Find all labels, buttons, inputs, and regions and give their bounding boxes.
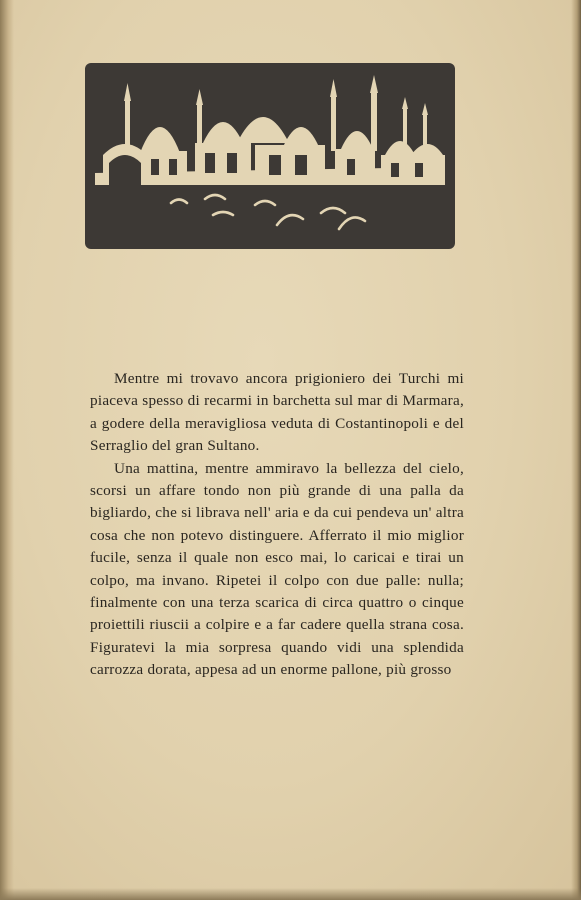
page-bottom-shadow [0, 888, 581, 900]
body-text [90, 368, 464, 682]
paragraph: Mentre mi trovavo ancora prigioniero dei Turchi mi piaceva spesso di recarmi in barchetta sul mar di Marmara, a godere della meravigliosa veduta di Costantinopoli e del Serraglio del gran Sultano. [90, 370, 464, 455]
paragraph: Una mattina, mentre ammiravo la bellezza del cielo, scorsi un affare tondo non più grande di una palla da bigliardo, che si librava nell' aria e da cui pendeva un' altra cosa che non potevo distinguere. Afferrato il mio miglior fucile, senza il quale non esco mai, lo caricai e tirai un colpo, ma invano. Ripetei il colpo con due palle: nulla; finalmente con una terza scarica di circa quattro o cinque proiettili riuscii a colpire e a far cadere quella strana cosa. Figuratevi la mia sorpresa quando vidi una splendida carrozza dorata, appesa ad un enorme pallone, più grosso [90, 459, 464, 679]
woodcut-cityscape-icon [85, 63, 455, 249]
page-gutter-shadow [0, 0, 14, 900]
page-edge-shadow [571, 0, 581, 900]
